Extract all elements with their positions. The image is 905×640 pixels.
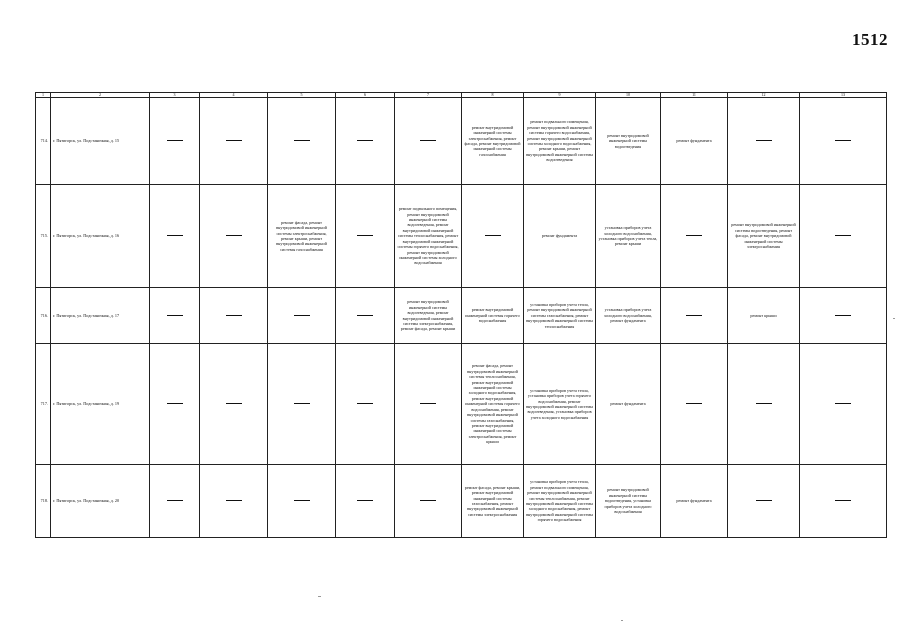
dash-mark	[226, 315, 242, 316]
empty-cell	[728, 344, 800, 465]
dash-mark	[485, 235, 501, 236]
address-cell: г. Пятигорск, ул. Подстаничная, д. 15	[51, 98, 150, 185]
dash-mark	[686, 403, 702, 404]
work-list-cell: установка приборов учета тепла, ремонт подвального помещения, ремонт внутридомовой инженерной системы теплоснабжения, ремонт внутридомовой инженерной системы холодного водоснабжения, ремонт внутридомовой инженерной системы горячего водоснабжения	[524, 465, 596, 538]
work-list-cell: ремонт внутридомовой инженерной системы водоотведения, ремонт фасада, ремонт внутридомовой инженерной системы электроснабжения	[728, 185, 800, 288]
dash-mark	[226, 500, 242, 501]
dash-mark	[226, 403, 242, 404]
dash-mark	[835, 500, 851, 501]
empty-cell	[800, 465, 887, 538]
empty-cell	[336, 465, 395, 538]
empty-cell	[336, 185, 395, 288]
empty-cell	[268, 344, 336, 465]
empty-cell	[200, 465, 268, 538]
address-cell: г. Пятигорск, ул. Подстаничная, д. 19	[51, 344, 150, 465]
dash-mark	[226, 235, 242, 236]
address-cell: г. Пятигорск, ул. Подстаничная, д. 17	[51, 288, 150, 344]
page-number: 1512	[852, 30, 888, 49]
dash-mark	[226, 140, 242, 141]
column-number: 4	[200, 93, 268, 98]
table-row	[36, 288, 887, 344]
column-number: 2	[51, 93, 150, 98]
dash-mark	[167, 500, 183, 501]
empty-cell	[200, 288, 268, 344]
row-number: 717.	[36, 344, 51, 465]
work-list-cell: ремонт подвального помещения, ремонт внутридомовой инженерной системы горячего водоснабжения, ремонт внутридомовой инженерной системы холодного водоснабжения, ремонт крыши, ремонт внутридомовой инженерной системы водоотведения	[524, 98, 596, 185]
work-list-cell: ремонт фасада, ремонт крыши, ремонт внутридомовой инженерной системы газоснабжения, ремонт внутридомовой инженерной системы электроснабжения	[462, 465, 524, 538]
empty-cell	[150, 344, 200, 465]
work-list-cell: ремонт внутридомовой инженерной системы горячего водоснабжения	[462, 288, 524, 344]
scan-speck	[318, 596, 321, 597]
empty-cell	[800, 98, 887, 185]
work-list-cell: ремонт внутридомовой инженерной системы водоотведения	[596, 98, 661, 185]
empty-cell	[661, 288, 728, 344]
work-list-cell: ремонт фундамента	[596, 344, 661, 465]
work-list-cell: ремонт внутридомовой инженерной системы электроснабжения, ремонт фасада, ремонт внутридомовой инженерной системы газоснабжения	[462, 98, 524, 185]
dash-mark	[686, 315, 702, 316]
column-number: 13	[800, 93, 887, 98]
work-list-cell: установка приборов учета холодного водоснабжения, установка приборов учета тепла, ремонт крыши	[596, 185, 661, 288]
row-number: 718.	[36, 465, 51, 538]
dash-mark	[420, 500, 436, 501]
column-number: 6	[336, 93, 395, 98]
dash-mark	[357, 500, 373, 501]
row-number: 715.	[36, 185, 51, 288]
table-row	[36, 185, 887, 288]
row-number: 714.	[36, 98, 51, 185]
empty-cell	[800, 185, 887, 288]
empty-cell	[728, 465, 800, 538]
empty-cell	[462, 185, 524, 288]
work-list-cell: ремонт фасада, ремонт внутридомовой инженерной системы теплоснабжения, ремонт внутридомовой инженерной системы холодного водоснабжения, ремонт внутридомовой инженерной системы горячего водоснабжения, ремонт внутридомовой инженерной системы газоснабжения, ремонт внутридомовой инженерной системы электроснабжения, ремонт крыши	[462, 344, 524, 465]
table-row	[36, 98, 887, 185]
work-list-cell: установка приборов учета холодного водоснабжения, ремонт фундамента	[596, 288, 661, 344]
dash-mark	[835, 235, 851, 236]
dash-mark	[756, 500, 772, 501]
work-list-cell: ремонт подвального помещения, ремонт внутридомовой инженерной системы водоотведения, ремонт внутридомовой инженерной системы теплоснабжения, ремонт внутридомовой инженерной системы горячего водоснабжения, ремонт внутридомовой инженерной системы холодного водоснабжения	[395, 185, 462, 288]
dash-mark	[835, 403, 851, 404]
empty-cell	[150, 185, 200, 288]
dash-mark	[357, 403, 373, 404]
empty-cell	[150, 288, 200, 344]
dash-mark	[167, 403, 183, 404]
column-number: 11	[661, 93, 728, 98]
empty-cell	[268, 465, 336, 538]
work-list-cell: ремонт внутридомовой инженерной системы водоотведения, установка приборов учета холодного водоснабжения	[596, 465, 661, 538]
empty-cell	[336, 98, 395, 185]
column-number: 10	[596, 93, 661, 98]
empty-cell	[336, 288, 395, 344]
dash-mark	[357, 140, 373, 141]
dash-mark	[167, 140, 183, 141]
empty-cell	[800, 344, 887, 465]
empty-cell	[395, 98, 462, 185]
address-cell: г. Пятигорск, ул. Подстаничная, д. 16	[51, 185, 150, 288]
dash-mark	[420, 403, 436, 404]
dash-mark	[294, 315, 310, 316]
empty-cell	[268, 98, 336, 185]
scan-speck	[893, 318, 895, 319]
work-list-cell: ремонт фундамента	[661, 98, 728, 185]
dash-mark	[167, 235, 183, 236]
table-row	[36, 344, 887, 465]
dash-mark	[357, 315, 373, 316]
empty-cell	[200, 185, 268, 288]
empty-cell	[728, 98, 800, 185]
empty-cell	[268, 288, 336, 344]
column-number: 8	[462, 93, 524, 98]
empty-cell	[150, 98, 200, 185]
row-number: 716.	[36, 288, 51, 344]
work-list-cell: ремонт фундамента	[661, 465, 728, 538]
work-list-cell: установка приборов учета тепла, ремонт внутридомовой инженерной системы газоснабжения, ремонт внутридомовой инженерной системы теплоснабжения	[524, 288, 596, 344]
dash-mark	[294, 500, 310, 501]
empty-cell	[661, 185, 728, 288]
column-number: 3	[150, 93, 200, 98]
empty-cell	[800, 288, 887, 344]
scan-speck	[621, 620, 623, 621]
work-list-cell: ремонт фасада, ремонт внутридомовой инженерной системы электроснабжения, ремонт крыши, ремонт внутридомовой инженерной системы газоснабжения	[268, 185, 336, 288]
work-list-cell: установка приборов учета тепла, установка приборов учета горячего водоснабжения, ремонт внутридомовой инженерной системы водоотведения, установка приборов учета холодного водоснабжения	[524, 344, 596, 465]
column-number: 9	[524, 93, 596, 98]
empty-cell	[336, 344, 395, 465]
dash-mark	[294, 140, 310, 141]
empty-cell	[661, 344, 728, 465]
work-list-cell: ремонт крыши	[728, 288, 800, 344]
dash-mark	[686, 235, 702, 236]
dash-mark	[835, 315, 851, 316]
table-row	[36, 465, 887, 538]
empty-cell	[395, 465, 462, 538]
column-number: 5	[268, 93, 336, 98]
empty-cell	[200, 344, 268, 465]
column-number: 1	[36, 93, 51, 98]
address-cell: г. Пятигорск, ул. Подстаничная, д. 20	[51, 465, 150, 538]
dash-mark	[167, 315, 183, 316]
repair-schedule-table	[35, 92, 887, 538]
empty-cell	[395, 344, 462, 465]
column-number: 12	[728, 93, 800, 98]
empty-cell	[150, 465, 200, 538]
dash-mark	[420, 140, 436, 141]
dash-mark	[294, 403, 310, 404]
work-list-cell: ремонт внутридомовой инженерной системы водоотведения, ремонт внутридомовой инженерной системы электроснабжения, ремонт фасада, ремонт крыши	[395, 288, 462, 344]
empty-cell	[200, 98, 268, 185]
dash-mark	[756, 140, 772, 141]
work-list-cell: ремонт фундамента	[524, 185, 596, 288]
dash-mark	[756, 403, 772, 404]
column-number: 7	[395, 93, 462, 98]
dash-mark	[835, 140, 851, 141]
dash-mark	[357, 235, 373, 236]
